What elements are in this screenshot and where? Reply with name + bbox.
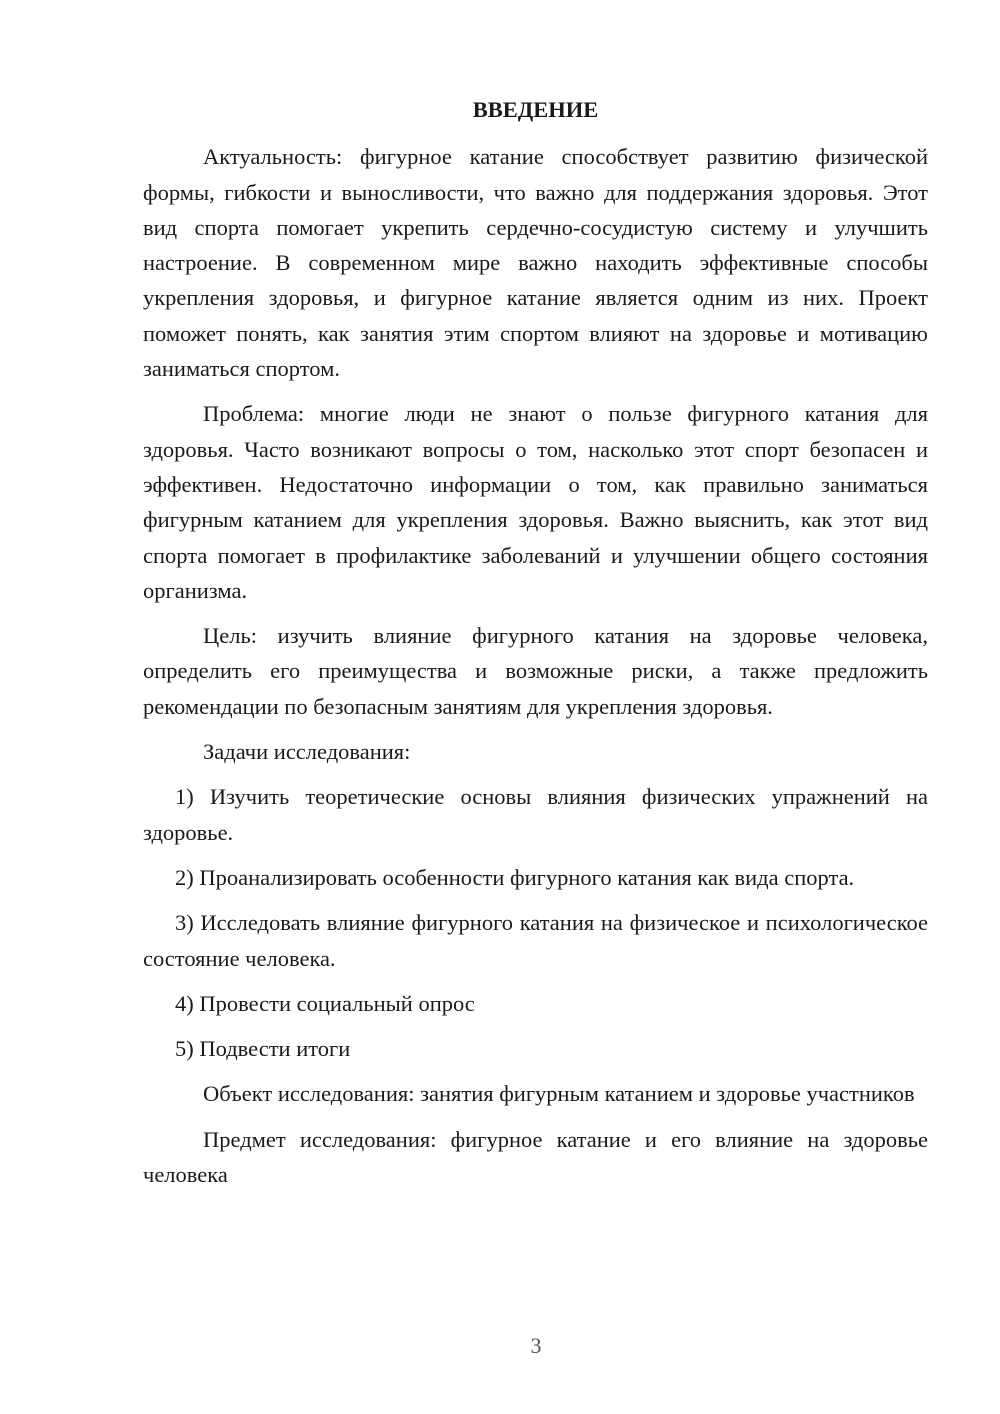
- task-item: 1) Изучить теоретические основы влияния физических упражнений на здоровье.: [143, 784, 928, 845]
- object-paragraph: Объект исследования: занятия фигурным катанием и здоровье участников: [203, 1081, 915, 1107]
- document-page: [143, 92, 928, 1202]
- task-item: 2) Проанализировать особенности фигурного катания как вида спорта.: [175, 864, 855, 890]
- tasks-heading: Задачи исследования:: [203, 739, 411, 765]
- subject-paragraph: Предмет исследования: фигурное катание и его влияние на здоровье человека: [143, 1126, 928, 1188]
- page-title: ВВЕДЕНИЕ: [472, 97, 599, 122]
- task-item: 3) Исследовать влияние фигурного катания на физическое и психологическое состояние человека.: [143, 910, 928, 971]
- goal-paragraph: Цель: изучить влияние фигурного катания на здоровье человека, определить его преимущества и возможные риски, а также предложить рекомендации по безопасным занятиям для укрепления здоровья.: [143, 623, 928, 719]
- task-item: 4) Провести социальный опрос: [175, 990, 475, 1016]
- task-item: 5) Подвести итоги: [175, 1036, 351, 1062]
- problem-paragraph: Проблема: многие люди не знают о пользе фигурного катания для здоровья. Часто возникают вопросы о том, насколько этот спорт безопасен и эффективен. Недостаточно информации о том, как правильно заниматься фигурным катанием для укрепления здоровья. Важно выяснить, как этот вид спорта помогает в профилактике заболеваний и улучшении общего состояния организма.: [143, 401, 928, 603]
- page-number: 3: [530, 1333, 542, 1358]
- relevance-paragraph: Актуальность: фигурное катание способствует развитию физической формы, гибкости и выносливости, что важно для поддержания здоровья. Этот вид спорта помогает укрепить сердечно-сосудистую систему и улучшить настроение. В современном мире важно находить эффективные способы укрепления здоровья, и фигурное катание является одним из них. Проект поможет понять, как занятия этим спортом влияют на здоровье и мотивацию заниматься спортом.: [143, 144, 928, 382]
